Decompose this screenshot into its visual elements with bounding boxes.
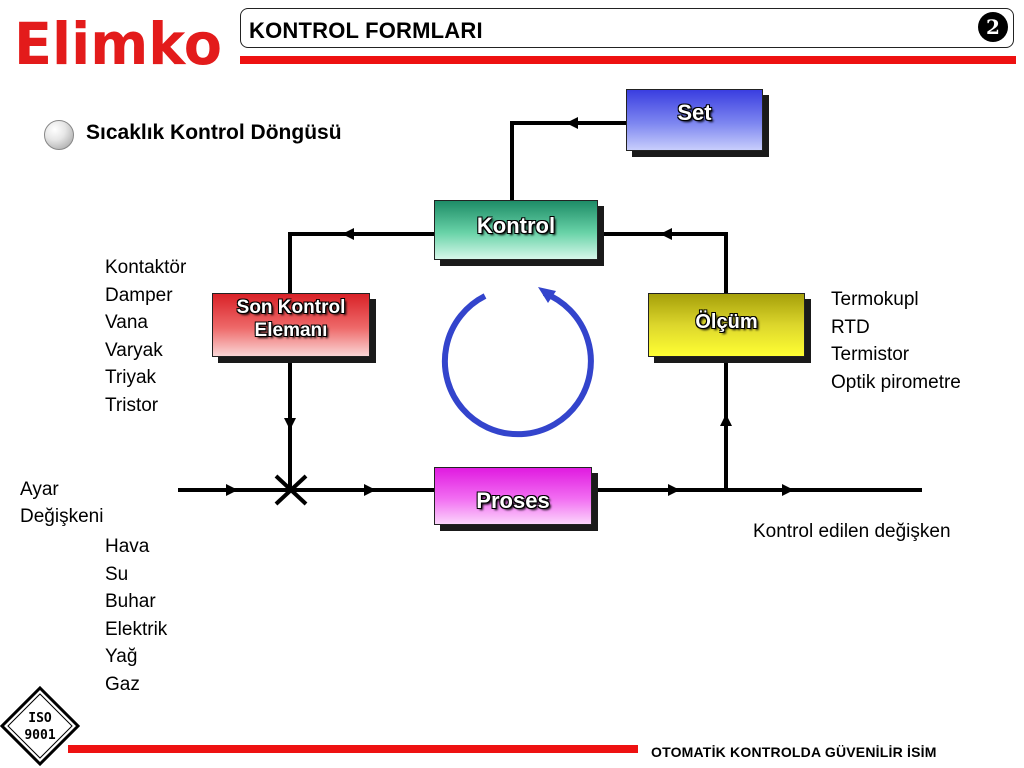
iso-9001-badge [0,686,80,766]
set-block-label: Set [677,99,712,125]
svg-text:Elimko: Elimko [14,10,222,72]
list-item: Hava [105,536,150,557]
kontrol-block [434,200,598,260]
svg-text:9001: 9001 [24,728,56,743]
list-item: RTD [831,316,870,338]
arrowhead-son-down [284,418,296,430]
list-item: Elektrik [105,618,168,640]
son-kontrol-elemani-block [212,293,370,357]
list-item: Vana [105,312,148,333]
list-item: Termistor [831,344,910,365]
list-item: Gaz [105,673,140,695]
section-title: Sıcaklık Kontrol Döngüsü [86,121,342,144]
proses-block [434,467,592,525]
son-kontrol-label-line2: Elemanı [254,320,328,341]
arrowhead-kontrol-out-left [342,228,354,240]
controlled-variable-label: Kontrol edilen değişken [753,521,951,542]
list-item: Su [105,563,129,585]
svg-text:ISO: ISO [28,711,52,726]
olcum-block [648,293,805,357]
footer-divider [68,745,638,753]
list-item: Yağ [105,646,138,667]
arrowhead-olcum-up [720,414,732,426]
list-item: Kontaktör [105,257,187,278]
page-number-badge: 2 [978,12,1008,42]
proses-block-label: Proses [476,487,550,513]
footer-tagline: OTOMATİK KONTROLDA GÜVENİLİR İSİM [651,744,937,760]
son-kontrol-label-line1: Son Kontrol [236,297,346,319]
list-item: Triyak [105,367,157,388]
final-element-examples-list [105,254,186,419]
kontrol-block-label: Kontrol [476,212,556,238]
arrowhead-olcum-in-left [660,228,672,240]
loop-cycle-arrow [445,293,591,434]
arrowhead-main-2 [364,484,376,496]
manipulated-variable-label-line1: Ayar [20,479,59,500]
list-item: Buhar [105,591,156,612]
arrowhead-main-3 [668,484,680,496]
page-title: KONTROL FORMLARI [249,18,483,43]
olcum-block-label: Ölçüm [695,311,758,333]
list-item: Damper [105,284,173,306]
set-block [626,89,763,151]
list-item: Tristor [105,394,159,416]
manipulated-variable-label-line2: Değişkeni [20,506,104,527]
arrowhead-main-1 [226,484,238,496]
measurement-examples-list [831,286,961,396]
arrowhead-main-4 [782,484,794,496]
list-item: Varyak [105,339,163,361]
arrowhead-set-left [566,117,578,129]
list-item: Termokupl [831,289,919,310]
list-item: Optik pirometre [831,371,961,393]
manipulated-variable-examples-list [105,533,167,698]
